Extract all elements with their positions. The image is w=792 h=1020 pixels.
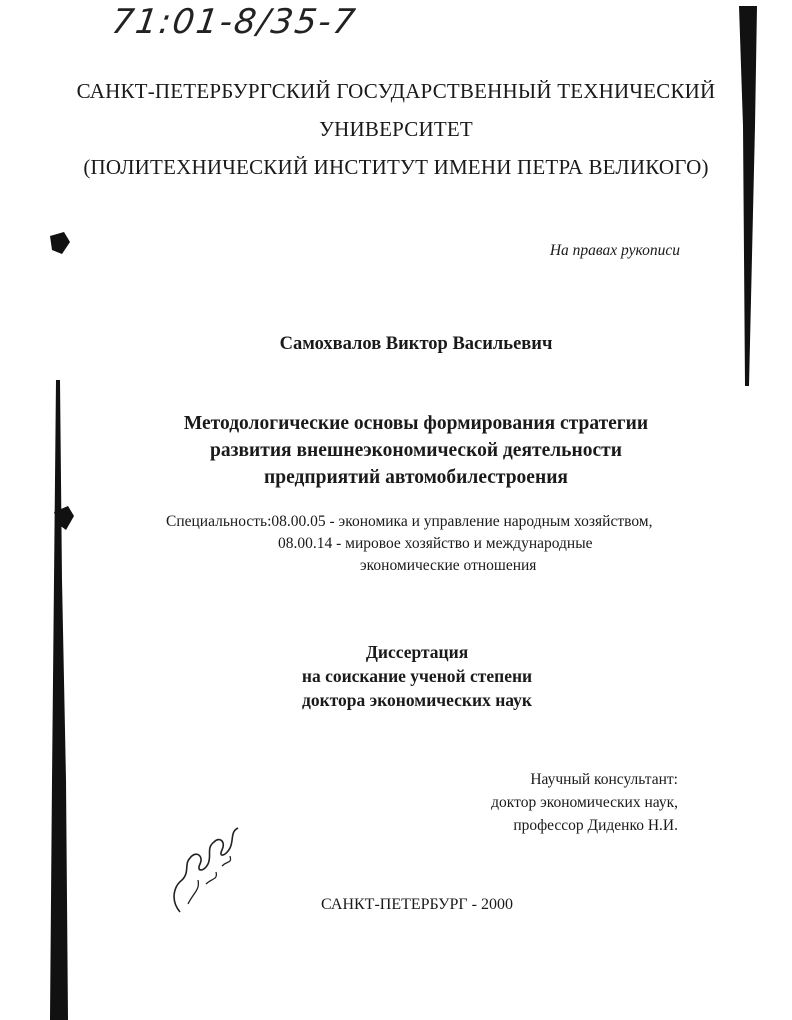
degree-line-3: доктора экономических наук — [301, 690, 532, 710]
degree-block — [0, 640, 792, 712]
dissertation-title — [0, 410, 792, 491]
punch-hole-mark — [50, 504, 78, 534]
title-line-1: Методологические основы формирования стратегии — [183, 413, 649, 434]
university-line-3: (ПОЛИТЕХНИЧЕСКИЙ ИНСТИТУТ ИМЕНИ ПЕТРА ВЕЛИКОГО) — [83, 155, 709, 179]
specialty-line-1: Специальность:08.00.05 - экономика и управление народным хозяйством, — [166, 513, 653, 530]
rights-note: На правах рукописи — [549, 242, 680, 259]
consultant-block — [491, 768, 678, 837]
author-name: Самохвалов Виктор Васильевич — [279, 334, 553, 354]
city-year: САНКТ-ПЕТЕРБУРГ - 2000 — [321, 896, 513, 913]
specialty-line-3: экономические отношения — [360, 557, 537, 574]
scan-edge-right — [735, 6, 765, 386]
title-line-3: предприятий автомобилестроения — [264, 467, 568, 488]
university-line-2: УНИВЕРСИТЕТ — [319, 117, 473, 141]
consultant-line-2: доктор экономических наук, — [491, 794, 678, 811]
consultant-line-3: профессор Диденко Н.И. — [513, 817, 678, 834]
consultant-line-1: Научный консультант: — [530, 771, 678, 788]
punch-hole-mark — [44, 228, 74, 258]
university-line-1: САНКТ-ПЕТЕРБУРГСКИЙ ГОСУДАРСТВЕННЫЙ ТЕХНИЧЕСКИЙ — [76, 79, 716, 103]
degree-line-2: на соискание ученой степени — [301, 666, 533, 686]
archive-stamp: 71:01-8/35-7 — [109, 2, 360, 42]
university-heading — [0, 72, 792, 186]
degree-line-1: Диссертация — [365, 642, 469, 662]
specialty-line-2: 08.00.14 - мировое хозяйство и международные — [278, 535, 593, 552]
title-line-2: развития внешнеэкономической деятельности — [210, 440, 622, 461]
